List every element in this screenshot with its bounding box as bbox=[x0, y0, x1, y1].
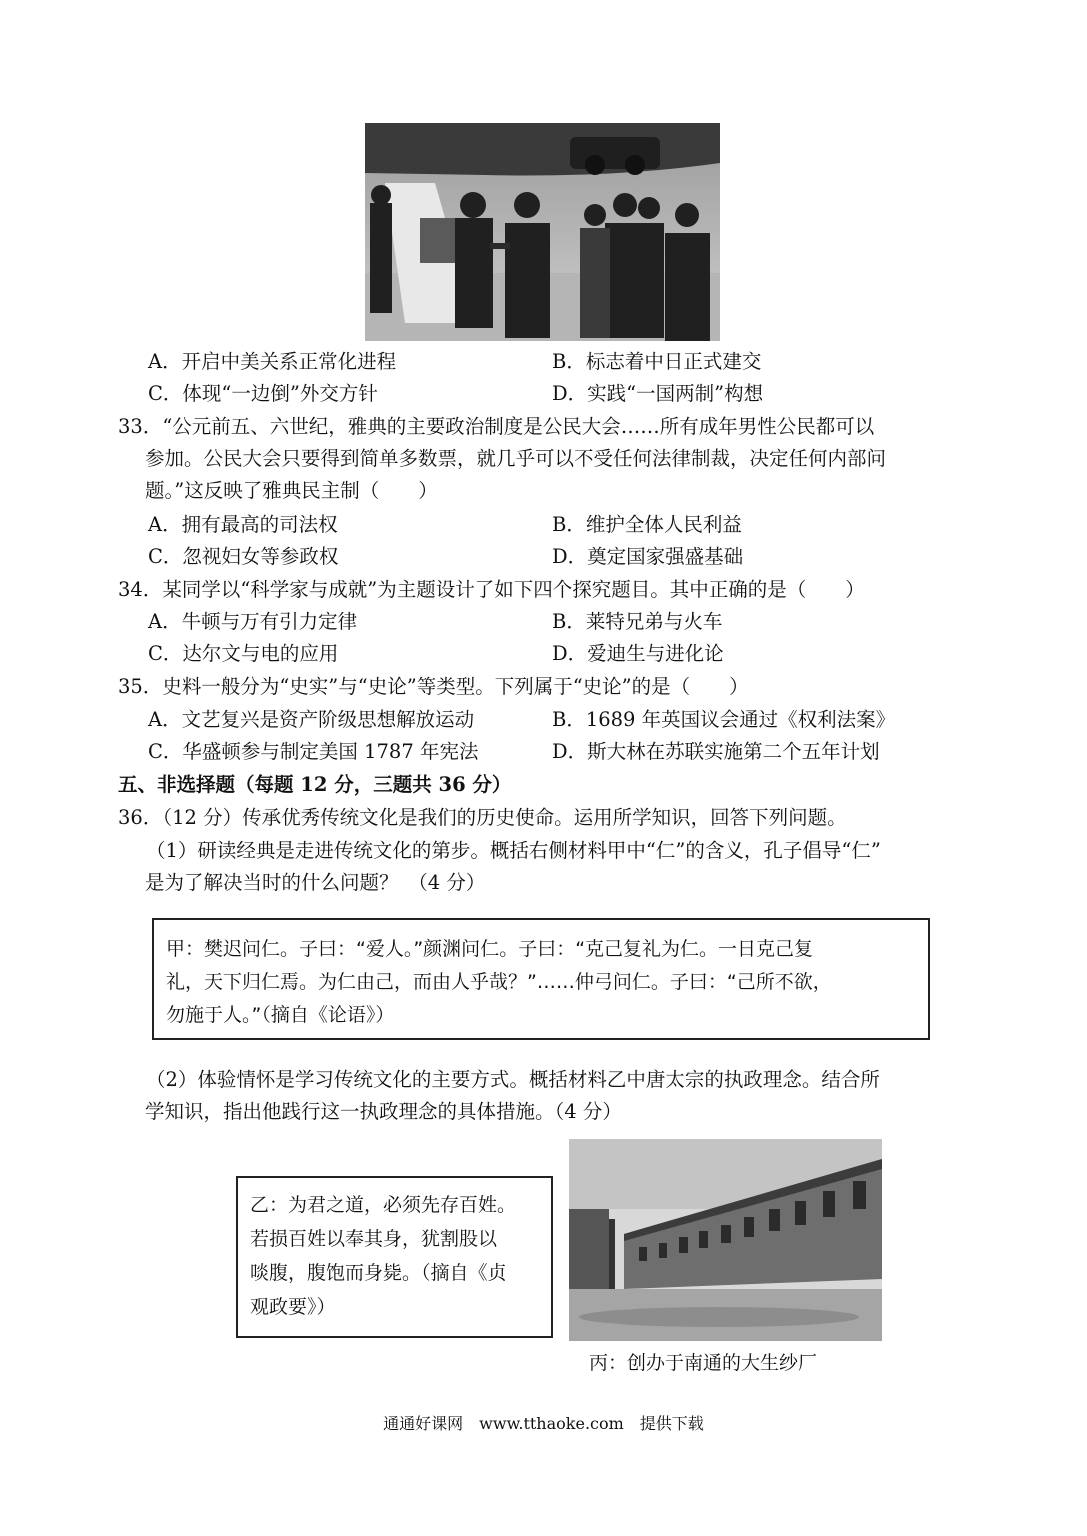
q35-stem: 35．史料一般分为“史实”与“史论”等类型。下列属于“史论”的是（ ） bbox=[118, 675, 749, 698]
page-footer: 通通好课网 www.tthaoke.com 提供下载 bbox=[383, 1414, 704, 1433]
q34-option-c: C．达尔文与电的应用 bbox=[148, 642, 339, 665]
q32-option-d: D．实践“一国两制”构想 bbox=[552, 382, 764, 405]
q35-option-a: A．文艺复兴是资产阶级思想解放运动 bbox=[148, 708, 475, 731]
material-yi-line2: 若损百姓以奉其身，犹割股以 bbox=[250, 1228, 498, 1250]
q32-option-a: A．开启中美关系正常化进程 bbox=[148, 350, 397, 373]
q36-part2-line1: （2）体验情怀是学习传统文化的主要方式。概括材料乙中唐太宗的执政理念。结合所 bbox=[146, 1068, 880, 1091]
material-yi-line4: 观政要》） bbox=[250, 1296, 336, 1318]
q36-part1-line2: 是为了解决当时的什么问题？ （4 分） bbox=[145, 871, 486, 894]
q35-option-d: D．斯大林在苏联实施第二个五年计划 bbox=[552, 740, 880, 763]
q33-stem-line2: 参加。公民大会只要得到简单多数票，就几乎可以不受任何法律制裁，决定任何内部问 bbox=[145, 447, 887, 470]
q36-part2-line2: 学知识，指出他践行这一执政理念的具体措施。（4 分） bbox=[145, 1100, 622, 1123]
material-yi-box bbox=[236, 1176, 553, 1338]
material-jia-box bbox=[152, 918, 930, 1040]
q34-option-d: D．爱迪生与进化论 bbox=[552, 642, 724, 665]
material-yi-line1: 乙：为君之道，必须先存百姓。 bbox=[250, 1194, 517, 1216]
q34-option-a: A．牛顿与万有引力定律 bbox=[148, 610, 358, 633]
q33-stem-line1: 33．“公元前五、六世纪，雅典的主要政治制度是公民大会……所有成年男性公民都可以 bbox=[118, 415, 875, 438]
factory-caption: 丙：创办于南通的大生纱厂 bbox=[589, 1352, 818, 1374]
q36-part1-line1: （1）研读经典是走进传统文化的第步。概括右侧材料甲中“仁”的含义，孔子倡导“仁” bbox=[146, 839, 881, 862]
material-yi-line3: 啖腹，腹饱而身毙。（摘自《贞 bbox=[250, 1262, 507, 1284]
q33-option-a: A．拥有最高的司法权 bbox=[148, 513, 338, 536]
handshake-photo bbox=[365, 123, 720, 341]
section-title: 五、非选择题（每题 12 分，三题共 36 分） bbox=[118, 773, 512, 796]
q35-option-b: B．1689 年英国议会通过《权利法案》 bbox=[552, 708, 896, 731]
material-jia-line3: 勿施于人。”（摘自《论语》） bbox=[166, 1004, 395, 1026]
q34-stem: 34．某同学以“科学家与成就”为主题设计了如下四个探究题目。其中正确的是（ ） bbox=[118, 578, 865, 601]
q34-option-b: B．莱特兄弟与火车 bbox=[552, 610, 723, 633]
q33-option-d: D．奠定国家强盛基础 bbox=[552, 545, 744, 568]
q35-option-c: C．华盛顿参与制定美国 1787 年宪法 bbox=[148, 740, 479, 763]
q33-stem-line3: 题。”这反映了雅典民主制（ ） bbox=[145, 479, 438, 502]
q36-stem: 36．（12 分）传承优秀传统文化是我们的历史使命。运用所学知识，回答下列问题。 bbox=[118, 806, 847, 829]
material-jia-line2: 礼，天下归仁焉。为仁由己，而由人乎哉？”……仲弓问仁。子曰：“己所不欲， bbox=[166, 971, 832, 993]
q32-option-b: B．标志着中日正式建交 bbox=[552, 350, 762, 373]
q33-option-b: B．维护全体人民利益 bbox=[552, 513, 742, 536]
q33-option-c: C．忽视妇女等参政权 bbox=[148, 545, 339, 568]
q32-option-c: C．体现“一边倒”外交方针 bbox=[148, 382, 378, 405]
factory-photo bbox=[569, 1139, 882, 1341]
material-jia-line1: 甲：樊迟问仁。子曰：“爱人。”颜渊问仁。子曰：“克己复礼为仁。一日克己复 bbox=[166, 938, 814, 960]
